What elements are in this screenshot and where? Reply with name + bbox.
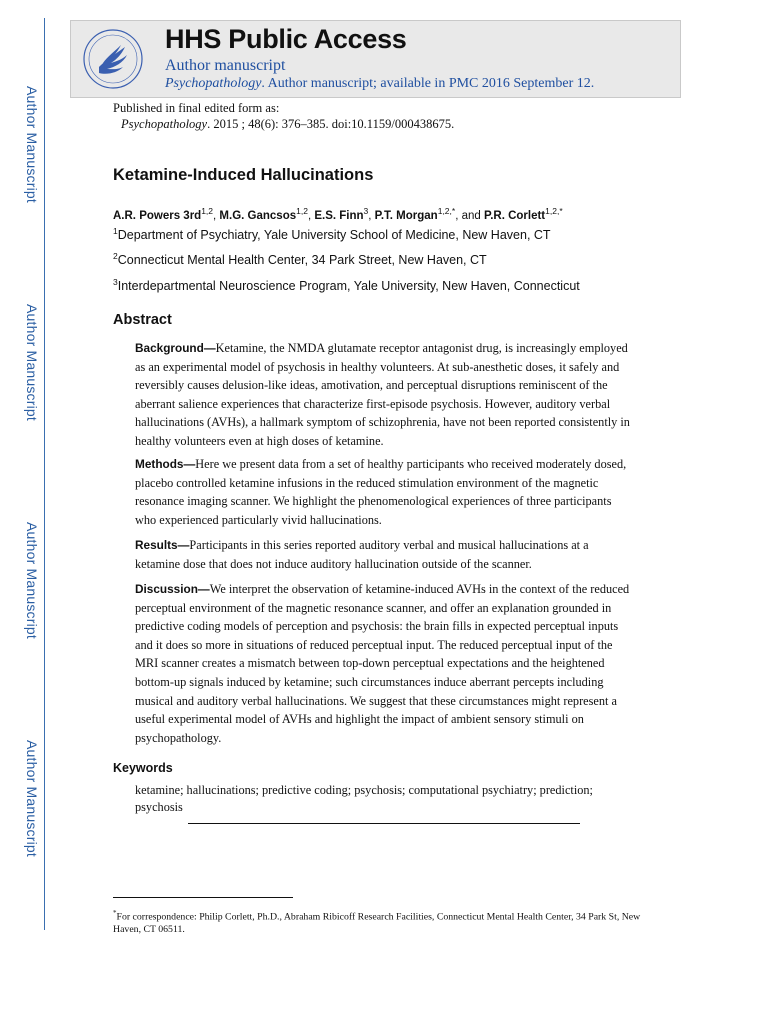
discussion-text: We interpret the observation of ketamine-induced AVHs in the context of the reduced perceptual environment of the magnetic resonance scanner, and offer an explanation grounded in predictive coding models of perception and psychosis: the brain fills in expected perceptual inputs and it does so more in situations of reduced perceptual input. The reduced perceptual input of the MRI scanner creates a mismatch between top-down perceptual expectations and the heightened bottom-up signals induced by ketamine; such circumstances induce aberrant percepts including musical and auditory verbal hallucinations. We suggest that these circumstances might represent a useful experimental model of AVHs and highlight the impact of ambient sensory stimuli on psychopathology. — [135, 582, 630, 745]
background-text: Ketamine, the NMDA glutamate receptor antagonist drug, is increasingly employed as an experimental model of psychosis in healthy volunteers. At sub-anesthetic doses, it safely and reversibly causes delusion-like ideas, amotivation, and perceptual disruptions reminiscent of the aberrant salience experiences that characterize first-episode psychosis. However, auditory verbal hallucinations (AVHs), a hallmark symptom of schizophrenia, have not been reported consistently in healthy volunteers even at high doses of ketamine. — [135, 341, 630, 448]
affiliation — [113, 226, 551, 242]
results-label: Results— — [135, 538, 190, 552]
author-separator: , and — [455, 209, 484, 222]
author-name: M.G. Gancsos — [219, 209, 297, 222]
affiliation-text: Interdepartmental Neuroscience Program, Yale University, New Haven, Connecticut — [117, 279, 580, 294]
section-divider — [188, 823, 580, 824]
correspondence-footnote — [113, 907, 658, 936]
header-availability — [165, 76, 594, 92]
citation-details: . 2015 ; 48(6): 376–385. doi:10.1159/000438675. — [207, 117, 455, 131]
header-subtitle: Author manuscript — [165, 57, 286, 74]
author-affiliation-mark: 1,2 — [201, 206, 214, 216]
abstract-background — [135, 339, 630, 451]
footnote-text: For correspondence: Philip Corlett, Ph.D., Abraham Ribicoff Research Facilities, Connecticut Mental Health Center, 34 Park St, New Haven, CT 06511. — [113, 911, 641, 935]
results-text: Participants in this series reported auditory verbal and musical hallucinations at a ketamine dose that does not induce auditory hallucination outside of the scanner. — [135, 538, 589, 571]
sidebar-label-author-manuscript: Author Manuscript — [24, 86, 40, 204]
sidebar-divider — [44, 18, 45, 930]
citation — [121, 117, 454, 132]
affiliation-mark: 3 — [113, 277, 118, 287]
footnote-mark: * — [113, 909, 117, 917]
author-separator: , — [307, 209, 315, 222]
author-affiliation-mark: 1,2,* — [437, 206, 456, 216]
affiliation-mark: 1 — [113, 226, 118, 236]
abstract-heading: Abstract — [113, 312, 172, 328]
author-separator: , — [368, 209, 375, 222]
header-availability-text: . Author manuscript; available in PMC 2016 September 12. — [261, 76, 595, 91]
affiliation-text: Department of Psychiatry, Yale University School of Medicine, New Haven, CT — [117, 228, 551, 243]
author-name: A.R. Powers 3rd — [113, 209, 202, 222]
keywords-heading: Keywords — [113, 761, 173, 775]
author-name: P.R. Corlett — [484, 209, 546, 222]
keywords-text: ketamine; hallucinations; predictive coding; psychosis; computational psychiatry; prediction; psychosis — [135, 783, 593, 814]
affiliation-text: Connecticut Mental Health Center, 34 Park Street, New Haven, CT — [117, 253, 487, 268]
author-list — [113, 206, 563, 222]
author-name: E.S. Finn — [314, 209, 364, 222]
footnote-divider — [113, 897, 293, 898]
author-separator: , — [213, 209, 220, 222]
sidebar-label-author-manuscript: Author Manuscript — [24, 304, 40, 422]
author-affiliation-mark: 3 — [363, 206, 369, 216]
affiliation — [113, 251, 487, 267]
sidebar-label-author-manuscript: Author Manuscript — [24, 740, 40, 858]
header-title: HHS Public Access — [165, 24, 407, 54]
published-label: Published in final edited form as: — [113, 101, 280, 115]
affiliation — [113, 277, 580, 293]
hhs-header-banner — [70, 20, 681, 98]
abstract-results — [135, 536, 630, 573]
header-journal-name: Psychopathology — [165, 76, 262, 91]
methods-text: Here we present data from a set of healthy participants who received moderately dosed, placebo controlled ketamine infusions in the reduced stimulation environment of the magnetic resonance imaging scanner. We highlight the phenomenological experiences of three participants who experienced particularly vivid hallucinations. — [135, 457, 627, 527]
discussion-label: Discussion— — [135, 582, 210, 596]
affiliation-mark: 2 — [113, 251, 118, 261]
author-affiliation-mark: 1,2 — [296, 206, 308, 216]
author-affiliation-mark: 1,2,* — [545, 206, 563, 216]
sidebar-label-author-manuscript: Author Manuscript — [24, 522, 40, 640]
abstract-methods — [135, 455, 630, 529]
author-name: P.T. Morgan — [374, 209, 438, 222]
hhs-eagle-logo-icon — [81, 27, 145, 91]
citation-journal: Psychopathology — [121, 117, 208, 131]
methods-label: Methods— — [135, 457, 196, 471]
article-title: Ketamine-Induced Hallucinations — [113, 166, 374, 184]
abstract-discussion — [135, 580, 630, 747]
background-label: Background— — [135, 341, 216, 355]
